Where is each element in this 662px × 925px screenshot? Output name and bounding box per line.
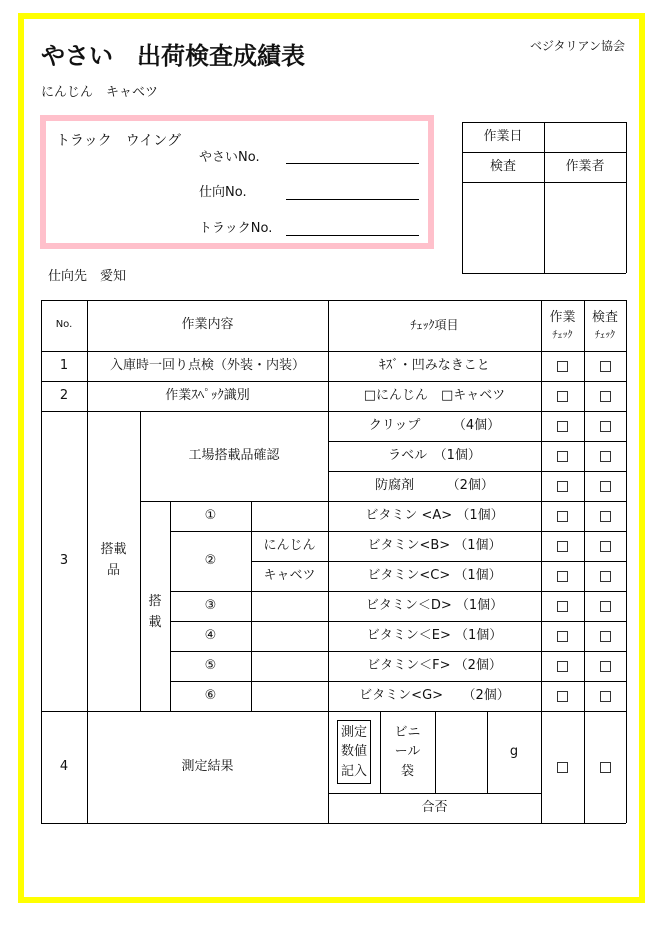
- row2-content: 作業ｽﾍﾟｯｸ識別: [165, 387, 250, 403]
- checkbox-icon[interactable]: [557, 391, 568, 402]
- work-check-f[interactable]: [541, 651, 584, 681]
- insp-check-c[interactable]: [584, 561, 626, 591]
- loading-num-1: ①: [204, 507, 217, 523]
- loading-num-5: ⑤: [204, 657, 217, 673]
- weight-unit: g: [509, 743, 519, 759]
- loading-label: [140, 501, 170, 711]
- work-check-4[interactable]: [541, 711, 584, 823]
- measure-entry-label: [328, 711, 380, 793]
- insp-check-e[interactable]: [584, 621, 626, 651]
- measure-line2: 数値: [340, 744, 367, 760]
- truck-type-label: トラック ウイング: [56, 133, 182, 149]
- destination-no-label: 仕向No.: [199, 185, 247, 200]
- checkbox-icon[interactable]: [600, 691, 611, 702]
- work-check-preservative[interactable]: [541, 471, 584, 501]
- work-check-d[interactable]: [541, 591, 584, 621]
- loading-item-c: ビタミン<C> （1個）: [367, 567, 502, 583]
- factory-items-label: 工場搭載品確認: [188, 447, 280, 463]
- loading-item-f: ビタミン＜F> （2個）: [367, 657, 502, 673]
- checkbox-icon[interactable]: [557, 511, 568, 522]
- checkbox-icon[interactable]: [557, 481, 568, 492]
- inspection-label: 検査: [489, 158, 516, 174]
- checkbox-icon[interactable]: [600, 631, 611, 642]
- header-work-check-line2: ﾁｪｯｸ: [552, 329, 573, 341]
- loading-item-a: ビタミン <A> （1個）: [365, 507, 504, 523]
- destination-label: 仕向先 愛知: [48, 269, 127, 284]
- checkbox-icon[interactable]: [557, 601, 568, 612]
- header-check-item: ﾁｪｯｸ項目: [410, 317, 459, 332]
- loading-label-line1: 搭: [148, 594, 162, 610]
- header-content: 作業内容: [181, 317, 234, 333]
- checkbox-icon[interactable]: [600, 361, 611, 372]
- vegetable-no-label: やさいNo.: [199, 150, 260, 165]
- insp-check-g[interactable]: [584, 681, 626, 711]
- checkbox-icon[interactable]: [557, 421, 568, 432]
- loading-item-b: ビタミン<B> （1個）: [367, 537, 502, 553]
- row3-group: [87, 411, 140, 711]
- loading-num-4: ④: [204, 627, 217, 643]
- row1-no: 1: [59, 357, 69, 373]
- checkbox-icon[interactable]: [557, 661, 568, 672]
- loading-num-3: ③: [204, 597, 217, 613]
- loading-item-g: ビタミン<G> （2個）: [359, 687, 510, 703]
- header-insp-check: [584, 300, 626, 351]
- row2-no: 2: [59, 387, 69, 403]
- loading-label-line2: 載: [148, 615, 162, 630]
- checkbox-icon[interactable]: [600, 661, 611, 672]
- worker-label: 作業者: [565, 158, 605, 174]
- checkbox-icon[interactable]: [600, 762, 611, 773]
- checkbox-icon[interactable]: [557, 361, 568, 372]
- factory-item-label: ラベル （1個）: [388, 447, 481, 463]
- factory-item-preservative: 防腐剤 （2個）: [375, 477, 494, 493]
- work-date-field[interactable]: [544, 122, 626, 152]
- checkbox-icon[interactable]: [600, 391, 611, 402]
- work-check-g[interactable]: [541, 681, 584, 711]
- checkbox-icon[interactable]: [557, 451, 568, 462]
- page-title: やさい 出荷検査成績表: [41, 42, 305, 70]
- worker-stamp-area[interactable]: [544, 182, 626, 273]
- row2-check-item[interactable]: □にんじん □キャベツ: [363, 387, 506, 403]
- work-check-2[interactable]: [541, 381, 584, 411]
- work-check-c[interactable]: [541, 561, 584, 591]
- loading-variant-cabbage: キャベツ: [263, 567, 316, 583]
- checkbox-icon[interactable]: [557, 631, 568, 642]
- insp-check-4[interactable]: [584, 711, 626, 823]
- row4-content: 測定結果: [181, 758, 234, 774]
- row3-no: 3: [59, 552, 69, 568]
- checkbox-icon[interactable]: [600, 421, 611, 432]
- checkbox-icon[interactable]: [557, 541, 568, 552]
- insp-check-1[interactable]: [584, 351, 626, 381]
- checkbox-icon[interactable]: [600, 571, 611, 582]
- inspection-stamp-area[interactable]: [462, 182, 544, 273]
- header-insp-check-line2: ﾁｪｯｸ: [595, 329, 615, 341]
- checkbox-icon[interactable]: [557, 762, 568, 773]
- work-check-a[interactable]: [541, 501, 584, 531]
- destination-no-field[interactable]: [286, 199, 419, 200]
- insp-check-2[interactable]: [584, 381, 626, 411]
- insp-check-clip[interactable]: [584, 411, 626, 441]
- work-date-label: 作業日: [483, 128, 523, 144]
- loading-item-d: ビタミン＜D> （1個）: [365, 597, 504, 613]
- checkbox-icon[interactable]: [557, 691, 568, 702]
- bag-line3: 袋: [400, 763, 414, 779]
- row1-content: 入庫時一回り点検（外装・内装）: [109, 357, 305, 373]
- work-check-e[interactable]: [541, 621, 584, 651]
- product-subtitle: にんじん キャベツ: [41, 85, 159, 100]
- row3-group-line2: 品: [106, 563, 120, 578]
- work-check-label[interactable]: [541, 441, 584, 471]
- row4-no: 4: [59, 758, 69, 774]
- bag-line2: ール: [394, 744, 421, 760]
- bag-line1: ビニ: [394, 724, 421, 740]
- work-check-clip[interactable]: [541, 411, 584, 441]
- truck-no-field[interactable]: [286, 235, 419, 236]
- work-check-1[interactable]: [541, 351, 584, 381]
- vinyl-bag-label: [380, 711, 435, 793]
- header-insp-check-line1: 検査: [591, 310, 618, 326]
- header-work-check-line1: 作業: [549, 310, 576, 326]
- factory-item-clip: クリップ （4個）: [368, 417, 501, 433]
- measure-line1: 測定: [340, 724, 367, 740]
- work-check-b[interactable]: [541, 531, 584, 561]
- pass-fail-label: 合否: [421, 799, 448, 815]
- insp-check-preservative[interactable]: [584, 471, 626, 501]
- insp-check-a[interactable]: [584, 501, 626, 531]
- insp-check-d[interactable]: [584, 591, 626, 621]
- loading-num-6: ⑥: [204, 687, 217, 703]
- checkbox-icon[interactable]: [600, 481, 611, 492]
- checkbox-icon[interactable]: [557, 571, 568, 582]
- loading-variant-carrot: にんじん: [263, 537, 316, 553]
- insp-check-b[interactable]: [584, 531, 626, 561]
- measure-line3: 記入: [340, 763, 367, 779]
- loading-variant-1: [251, 501, 328, 531]
- loading-item-e: ビタミン＜E> （1個）: [366, 627, 503, 643]
- header-no: No.: [55, 319, 73, 331]
- row1-check-item: ｷｽﾞ・凹みなきこと: [379, 357, 490, 373]
- organization-name: ベジタリアン協会: [530, 39, 626, 53]
- row3-group-line1: 搭載: [100, 542, 127, 558]
- checkbox-icon[interactable]: [600, 601, 611, 612]
- header-work-check: [541, 300, 584, 351]
- checkbox-icon[interactable]: [600, 511, 611, 522]
- truck-no-label: トラックNo.: [199, 221, 273, 236]
- checkbox-icon[interactable]: [600, 541, 611, 552]
- insp-check-f[interactable]: [584, 651, 626, 681]
- loading-num-2: ②: [204, 552, 217, 568]
- vegetable-no-field[interactable]: [286, 163, 419, 164]
- weight-value-field[interactable]: [435, 711, 487, 793]
- checkbox-icon[interactable]: [600, 451, 611, 462]
- insp-check-label[interactable]: [584, 441, 626, 471]
